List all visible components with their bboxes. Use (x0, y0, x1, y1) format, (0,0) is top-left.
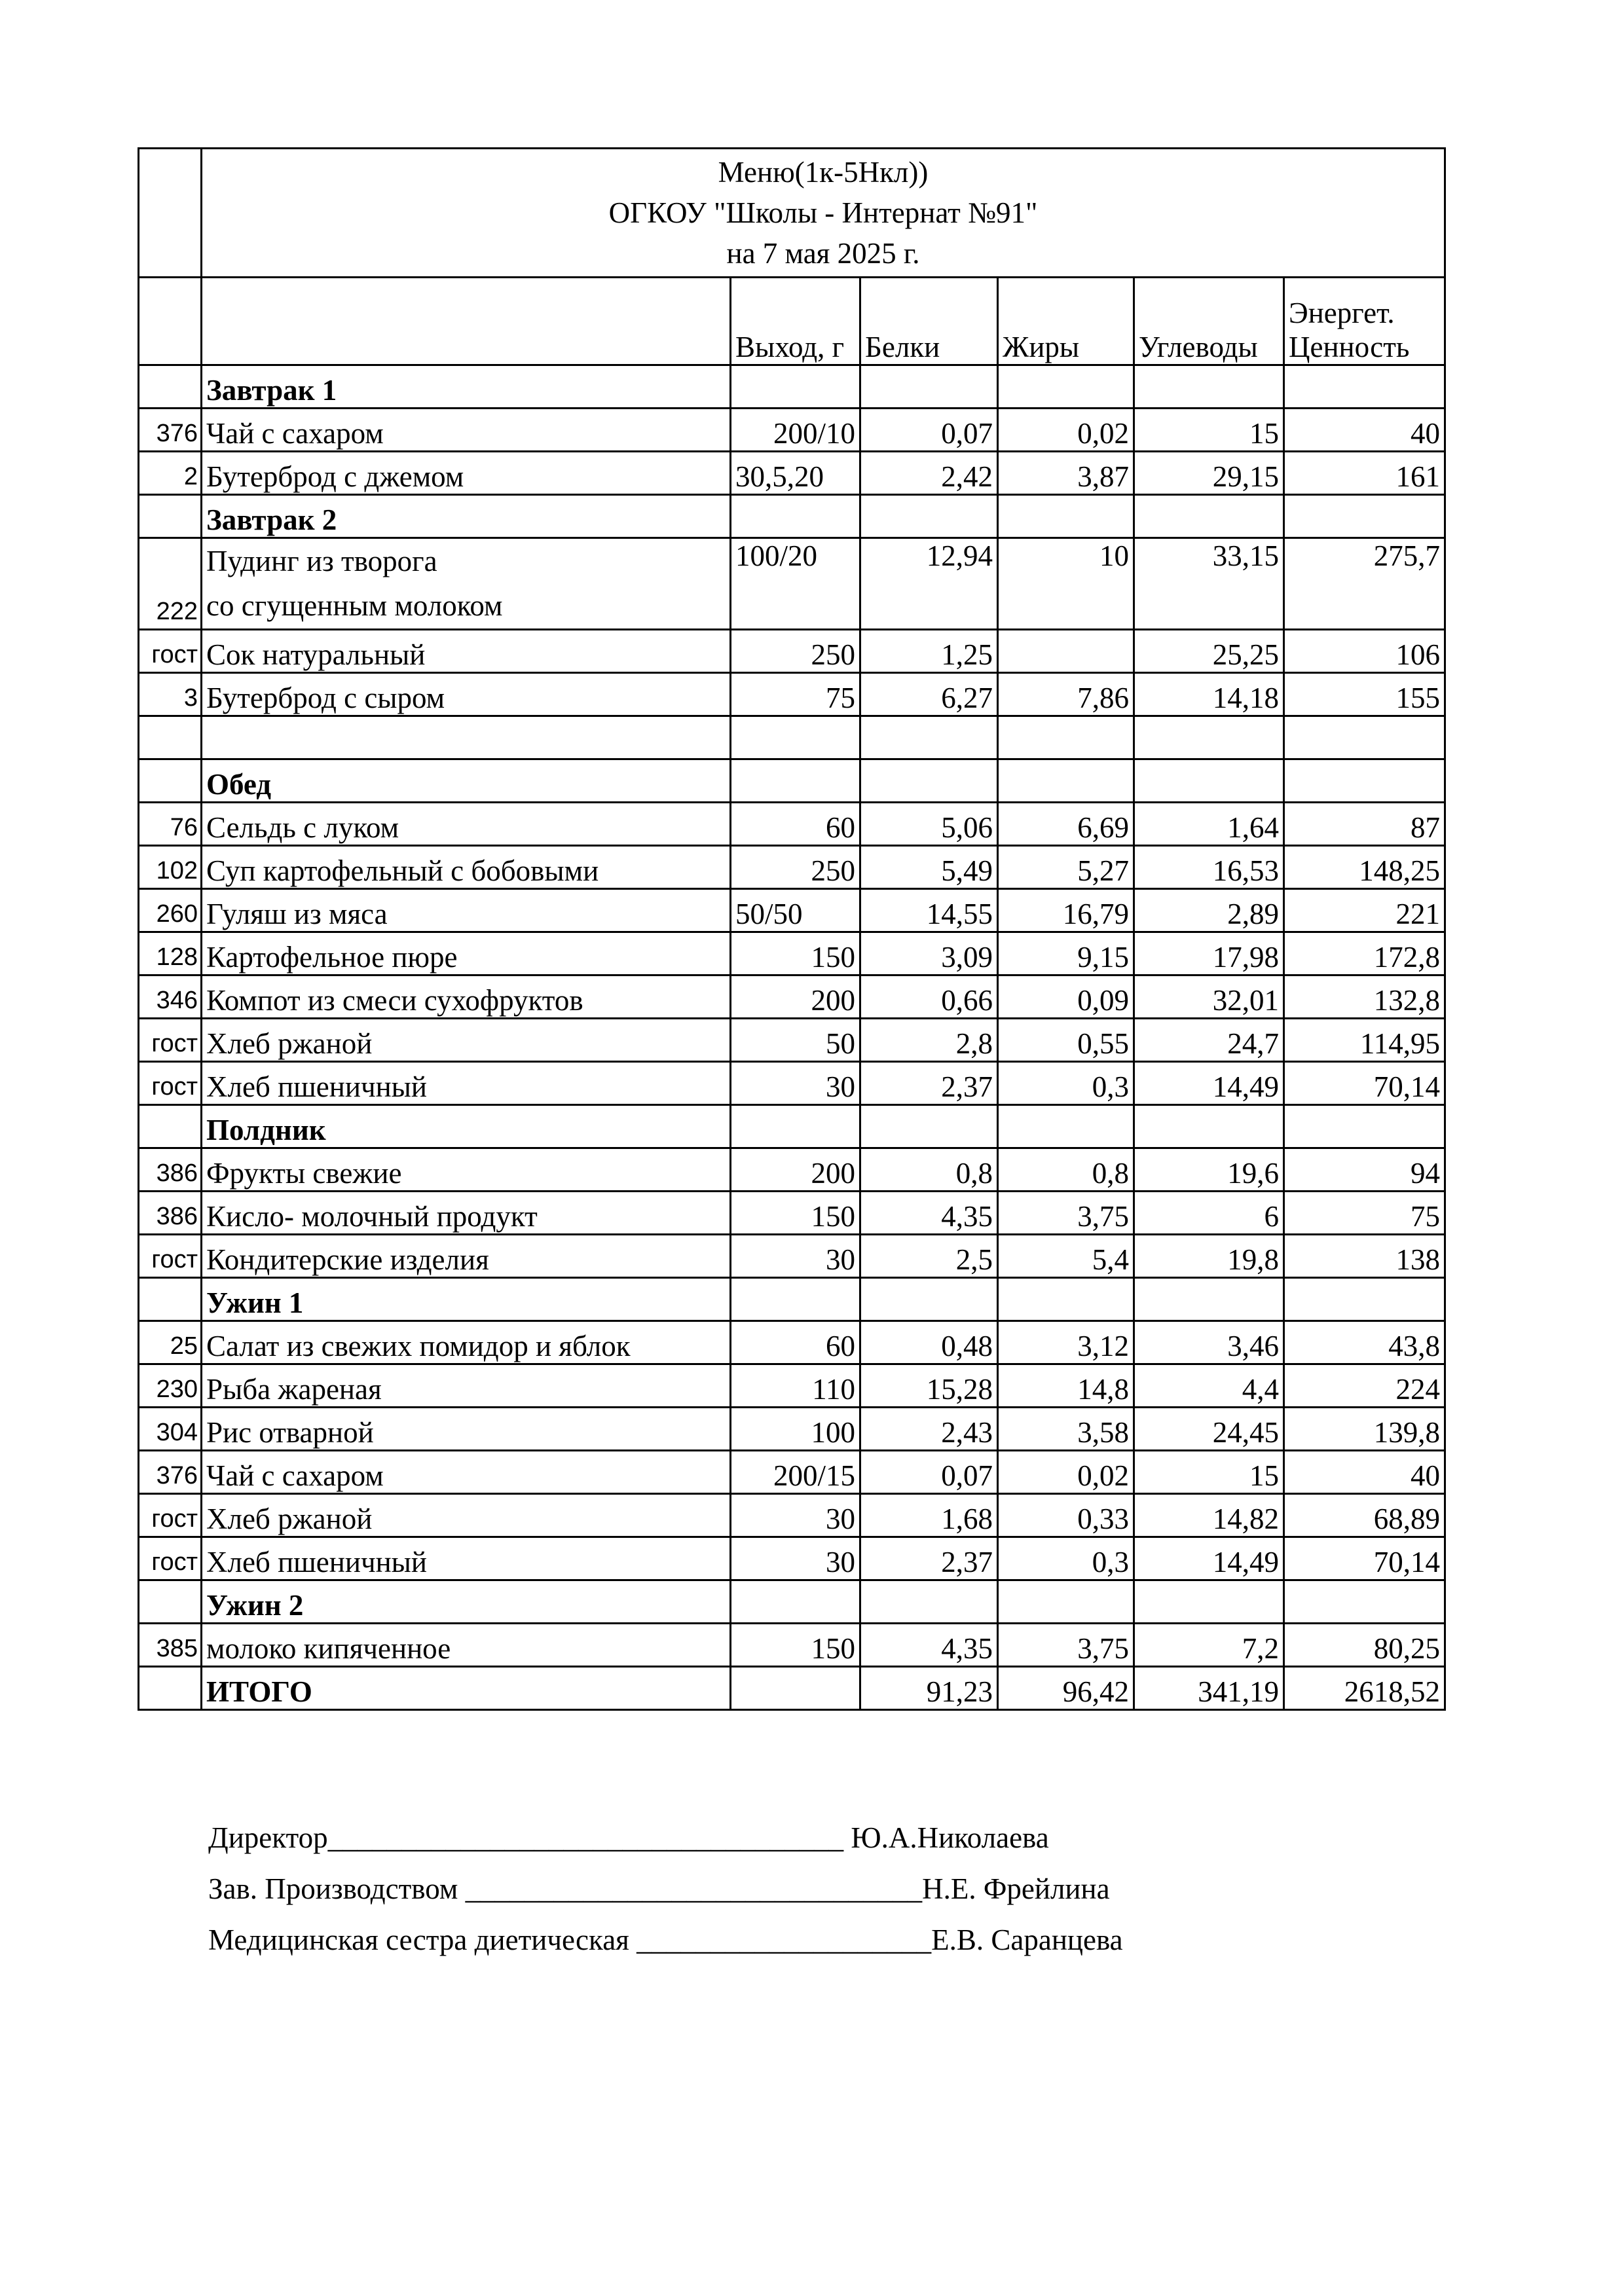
header-energy (1284, 278, 1445, 365)
cell-protein: 2,37 (860, 1537, 998, 1580)
section-row (139, 1105, 1445, 1148)
cell-fat: 3,75 (998, 1624, 1134, 1667)
dish-code (139, 1278, 202, 1321)
cell-protein: 4,35 (860, 1624, 998, 1667)
cell-energy: 68,89 (1284, 1494, 1445, 1537)
signatures-block (208, 1812, 1123, 1965)
cell-energy (1284, 495, 1445, 538)
dish-name: ИТОГО (202, 1667, 731, 1710)
cell-protein: 3,09 (860, 932, 998, 975)
dish-code: 102 (139, 846, 202, 889)
table-row (139, 932, 1445, 975)
header-carbs: Углеводы (1134, 278, 1284, 365)
dish-name: Рыба жареная (202, 1364, 731, 1408)
cell-yield: 150 (731, 1192, 860, 1235)
cell-fat: 0,02 (998, 1451, 1134, 1494)
dish-name: молоко кипяченное (202, 1624, 731, 1667)
cell-energy (1284, 365, 1445, 409)
cell-yield: 100 (731, 1408, 860, 1451)
cell-fat: 3,87 (998, 452, 1134, 495)
cell-energy (1284, 1105, 1445, 1148)
cell-yield: 60 (731, 1321, 860, 1364)
header-name-cell (202, 278, 731, 365)
cell-carbs: 14,49 (1134, 1537, 1284, 1580)
cell-carbs: 17,98 (1134, 932, 1284, 975)
cell-energy: 70,14 (1284, 1537, 1445, 1580)
cell-carbs: 19,8 (1134, 1235, 1284, 1278)
cell-carbs: 1,64 (1134, 803, 1284, 846)
dish-name: Чай с сахаром (202, 1451, 731, 1494)
dish-name-line1: Пудинг из творога (206, 545, 437, 577)
dish-code: гост (139, 1019, 202, 1062)
table-row (139, 1408, 1445, 1451)
dish-name: Гуляш из мяса (202, 889, 731, 932)
cell-protein (860, 1105, 998, 1148)
dish-code: 376 (139, 409, 202, 452)
table-row (139, 975, 1445, 1019)
section-row (139, 1580, 1445, 1624)
title-row (139, 149, 1445, 278)
cell-carbs: 15 (1134, 1451, 1284, 1494)
table-row (139, 452, 1445, 495)
cell-fat: 9,15 (998, 932, 1134, 975)
cell-yield (731, 365, 860, 409)
cell-protein: 0,07 (860, 1451, 998, 1494)
dish-name: Компот из смеси сухофруктов (202, 975, 731, 1019)
dish-code: 230 (139, 1364, 202, 1408)
cell-energy: 138 (1284, 1235, 1445, 1278)
cell-carbs (1134, 1105, 1284, 1148)
header-energy-line1: Энергет. (1289, 297, 1395, 329)
cell-carbs: 25,25 (1134, 630, 1284, 673)
dish-code: гост (139, 1537, 202, 1580)
dish-name: Кондитерские изделия (202, 1235, 731, 1278)
cell-protein (860, 1278, 998, 1321)
cell-energy: 75 (1284, 1192, 1445, 1235)
column-header-row (139, 278, 1445, 365)
cell-energy: 132,8 (1284, 975, 1445, 1019)
cell-yield (731, 716, 860, 759)
cell-protein (860, 759, 998, 803)
cell-carbs: 29,15 (1134, 452, 1284, 495)
section-row (139, 759, 1445, 803)
dish-name: Суп картофельный с бобовыми (202, 846, 731, 889)
cell-carbs (1134, 1580, 1284, 1624)
cell-carbs: 16,53 (1134, 846, 1284, 889)
cell-fat: 0,33 (998, 1494, 1134, 1537)
header-yield: Выход, г (731, 278, 860, 365)
section-row (139, 365, 1445, 409)
cell-energy: 2618,52 (1284, 1667, 1445, 1710)
cell-protein (860, 365, 998, 409)
dish-code (139, 365, 202, 409)
cell-carbs (1134, 365, 1284, 409)
cell-energy: 155 (1284, 673, 1445, 716)
cell-protein: 2,8 (860, 1019, 998, 1062)
cell-fat (998, 365, 1134, 409)
title-line-date: на 7 мая 2025 г. (726, 237, 920, 270)
section-title: Ужин 1 (202, 1278, 731, 1321)
dish-code (139, 1105, 202, 1148)
table-row (139, 1624, 1445, 1667)
cell-yield: 200/10 (731, 409, 860, 452)
cell-yield (731, 1105, 860, 1148)
cell-yield: 30 (731, 1537, 860, 1580)
title-line-school: ОГКОУ "Школы - Интернат №91" (608, 196, 1038, 229)
cell-carbs: 7,2 (1134, 1624, 1284, 1667)
cell-fat: 3,58 (998, 1408, 1134, 1451)
dish-code (139, 1667, 202, 1710)
table-row (139, 1494, 1445, 1537)
table-row (139, 1019, 1445, 1062)
cell-energy: 148,25 (1284, 846, 1445, 889)
cell-energy (1284, 1278, 1445, 1321)
cell-energy: 94 (1284, 1148, 1445, 1192)
menu-table-body (139, 149, 1445, 1710)
cell-energy: 221 (1284, 889, 1445, 932)
dish-name: Кисло- молочный продукт (202, 1192, 731, 1235)
cell-yield: 110 (731, 1364, 860, 1408)
cell-fat: 6,69 (998, 803, 1134, 846)
dish-name: Бутерброд с джемом (202, 452, 731, 495)
cell-fat: 5,27 (998, 846, 1134, 889)
document-title (202, 149, 1445, 278)
dish-code: гост (139, 1235, 202, 1278)
cell-fat (998, 716, 1134, 759)
cell-protein: 0,66 (860, 975, 998, 1019)
dish-code: 376 (139, 1451, 202, 1494)
cell-yield: 250 (731, 630, 860, 673)
cell-energy: 139,8 (1284, 1408, 1445, 1451)
cell-energy: 70,14 (1284, 1062, 1445, 1105)
cell-protein: 2,5 (860, 1235, 998, 1278)
signature-production-head: Зав. Производством _______________________________Н.Е. Фрейлина (208, 1872, 1110, 1905)
cell-protein: 2,37 (860, 1062, 998, 1105)
cell-energy: 172,8 (1284, 932, 1445, 975)
cell-protein (860, 495, 998, 538)
dish-code: 304 (139, 1408, 202, 1451)
cell-carbs: 4,4 (1134, 1364, 1284, 1408)
table-row (139, 1148, 1445, 1192)
table-row (139, 630, 1445, 673)
cell-protein: 2,43 (860, 1408, 998, 1451)
table-row (139, 538, 1445, 630)
cell-yield (731, 1278, 860, 1321)
dish-name: Хлеб ржаной (202, 1494, 731, 1537)
cell-energy (1284, 1580, 1445, 1624)
dish-name (202, 538, 731, 630)
dish-name: Сок натуральный (202, 630, 731, 673)
dish-name: Бутерброд с сыром (202, 673, 731, 716)
cell-fat: 10 (998, 538, 1134, 630)
signature-nurse: Медицинская сестра диетическая ____________________Е.В. Саранцева (208, 1923, 1123, 1956)
cell-fat (998, 495, 1134, 538)
dish-code (139, 495, 202, 538)
table-row (139, 846, 1445, 889)
cell-carbs: 14,18 (1134, 673, 1284, 716)
cell-fat: 16,79 (998, 889, 1134, 932)
cell-carbs: 24,7 (1134, 1019, 1284, 1062)
cell-protein: 15,28 (860, 1364, 998, 1408)
cell-protein: 6,27 (860, 673, 998, 716)
dish-name (202, 716, 731, 759)
dish-code: гост (139, 630, 202, 673)
dish-name: Картофельное пюре (202, 932, 731, 975)
cell-yield: 50 (731, 1019, 860, 1062)
dish-name: Салат из свежих помидор и яблок (202, 1321, 731, 1364)
cell-energy: 40 (1284, 409, 1445, 452)
cell-protein: 0,8 (860, 1148, 998, 1192)
cell-energy (1284, 759, 1445, 803)
cell-fat: 5,4 (998, 1235, 1134, 1278)
cell-carbs: 2,89 (1134, 889, 1284, 932)
title-code-cell (139, 149, 202, 278)
section-title: Обед (202, 759, 731, 803)
menu-sheet (138, 147, 1444, 1711)
cell-carbs: 19,6 (1134, 1148, 1284, 1192)
cell-yield: 200 (731, 1148, 860, 1192)
cell-energy: 275,7 (1284, 538, 1445, 630)
cell-yield: 75 (731, 673, 860, 716)
blank-row (139, 716, 1445, 759)
cell-energy: 161 (1284, 452, 1445, 495)
table-row (139, 1235, 1445, 1278)
cell-fat: 0,09 (998, 975, 1134, 1019)
total-row (139, 1667, 1445, 1710)
cell-energy: 114,95 (1284, 1019, 1445, 1062)
cell-carbs: 341,19 (1134, 1667, 1284, 1710)
cell-fat (998, 630, 1134, 673)
cell-yield: 30,5,20 (731, 452, 860, 495)
section-title: Завтрак 2 (202, 495, 731, 538)
cell-yield: 150 (731, 932, 860, 975)
cell-yield: 30 (731, 1494, 860, 1537)
cell-yield: 250 (731, 846, 860, 889)
cell-yield: 200 (731, 975, 860, 1019)
cell-protein: 2,42 (860, 452, 998, 495)
cell-protein: 5,49 (860, 846, 998, 889)
cell-energy: 80,25 (1284, 1624, 1445, 1667)
cell-fat (998, 1278, 1134, 1321)
cell-protein (860, 716, 998, 759)
cell-protein (860, 1580, 998, 1624)
dish-name: Хлеб пшеничный (202, 1062, 731, 1105)
dish-code (139, 716, 202, 759)
cell-carbs: 14,49 (1134, 1062, 1284, 1105)
title-line-menu: Меню(1к-5Нкл)) (718, 156, 929, 189)
header-protein: Белки (860, 278, 998, 365)
cell-fat: 0,8 (998, 1148, 1134, 1192)
cell-fat: 0,02 (998, 409, 1134, 452)
cell-fat (998, 1105, 1134, 1148)
dish-name: Рис отварной (202, 1408, 731, 1451)
cell-carbs (1134, 759, 1284, 803)
cell-fat: 0,3 (998, 1062, 1134, 1105)
cell-energy: 224 (1284, 1364, 1445, 1408)
cell-protein: 14,55 (860, 889, 998, 932)
table-row (139, 1321, 1445, 1364)
cell-energy: 43,8 (1284, 1321, 1445, 1364)
cell-carbs (1134, 716, 1284, 759)
cell-fat: 0,55 (998, 1019, 1134, 1062)
cell-yield (731, 1667, 860, 1710)
cell-protein: 0,07 (860, 409, 998, 452)
dish-code: 3 (139, 673, 202, 716)
dish-code: 222 (139, 538, 202, 630)
menu-table (138, 147, 1446, 1711)
dish-code: 385 (139, 1624, 202, 1667)
cell-fat: 3,12 (998, 1321, 1134, 1364)
cell-fat: 96,42 (998, 1667, 1134, 1710)
section-title: Завтрак 1 (202, 365, 731, 409)
cell-energy (1284, 716, 1445, 759)
cell-fat: 7,86 (998, 673, 1134, 716)
dish-name: Хлеб пшеничный (202, 1537, 731, 1580)
table-row (139, 1364, 1445, 1408)
header-fat: Жиры (998, 278, 1134, 365)
table-row (139, 1537, 1445, 1580)
cell-protein: 12,94 (860, 538, 998, 630)
cell-carbs: 15 (1134, 409, 1284, 452)
cell-energy: 40 (1284, 1451, 1445, 1494)
table-row (139, 1192, 1445, 1235)
cell-fat (998, 759, 1134, 803)
cell-protein: 0,48 (860, 1321, 998, 1364)
header-energy-line2: Ценность (1289, 331, 1410, 363)
dish-code: 76 (139, 803, 202, 846)
dish-code (139, 1580, 202, 1624)
cell-yield: 50/50 (731, 889, 860, 932)
cell-protein: 91,23 (860, 1667, 998, 1710)
cell-energy: 87 (1284, 803, 1445, 846)
cell-fat: 0,3 (998, 1537, 1134, 1580)
dish-code: 346 (139, 975, 202, 1019)
cell-carbs: 6 (1134, 1192, 1284, 1235)
cell-energy: 106 (1284, 630, 1445, 673)
cell-yield: 60 (731, 803, 860, 846)
dish-code: гост (139, 1062, 202, 1105)
cell-carbs: 33,15 (1134, 538, 1284, 630)
cell-protein: 1,25 (860, 630, 998, 673)
table-row (139, 803, 1445, 846)
cell-yield: 150 (731, 1624, 860, 1667)
table-row (139, 889, 1445, 932)
dish-code: 386 (139, 1148, 202, 1192)
signature-director: Директор___________________________________ Ю.А.Николаева (208, 1821, 1049, 1854)
cell-protein: 1,68 (860, 1494, 998, 1537)
header-code-cell (139, 278, 202, 365)
cell-yield (731, 495, 860, 538)
cell-carbs (1134, 495, 1284, 538)
dish-name: Чай с сахаром (202, 409, 731, 452)
cell-fat: 14,8 (998, 1364, 1134, 1408)
dish-name-line2: со сгущенным молоком (206, 589, 503, 622)
cell-carbs (1134, 1278, 1284, 1321)
dish-name: Фрукты свежие (202, 1148, 731, 1192)
table-row (139, 1451, 1445, 1494)
cell-carbs: 3,46 (1134, 1321, 1284, 1364)
section-title: Полдник (202, 1105, 731, 1148)
table-row (139, 673, 1445, 716)
cell-fat (998, 1580, 1134, 1624)
cell-protein: 4,35 (860, 1192, 998, 1235)
table-row (139, 409, 1445, 452)
section-row (139, 1278, 1445, 1321)
section-row (139, 495, 1445, 538)
dish-code: 386 (139, 1192, 202, 1235)
dish-code: 25 (139, 1321, 202, 1364)
cell-protein: 5,06 (860, 803, 998, 846)
dish-code: 2 (139, 452, 202, 495)
cell-yield (731, 759, 860, 803)
dish-name: Сельдь с луком (202, 803, 731, 846)
dish-name: Хлеб ржаной (202, 1019, 731, 1062)
dish-code: 260 (139, 889, 202, 932)
cell-fat: 3,75 (998, 1192, 1134, 1235)
table-row (139, 1062, 1445, 1105)
dish-code: 128 (139, 932, 202, 975)
cell-yield: 30 (731, 1062, 860, 1105)
cell-carbs: 14,82 (1134, 1494, 1284, 1537)
cell-carbs: 24,45 (1134, 1408, 1284, 1451)
cell-yield: 200/15 (731, 1451, 860, 1494)
section-title: Ужин 2 (202, 1580, 731, 1624)
cell-yield (731, 1580, 860, 1624)
dish-code (139, 759, 202, 803)
cell-yield: 30 (731, 1235, 860, 1278)
cell-yield: 100/20 (731, 538, 860, 630)
dish-code: гост (139, 1494, 202, 1537)
cell-carbs: 32,01 (1134, 975, 1284, 1019)
